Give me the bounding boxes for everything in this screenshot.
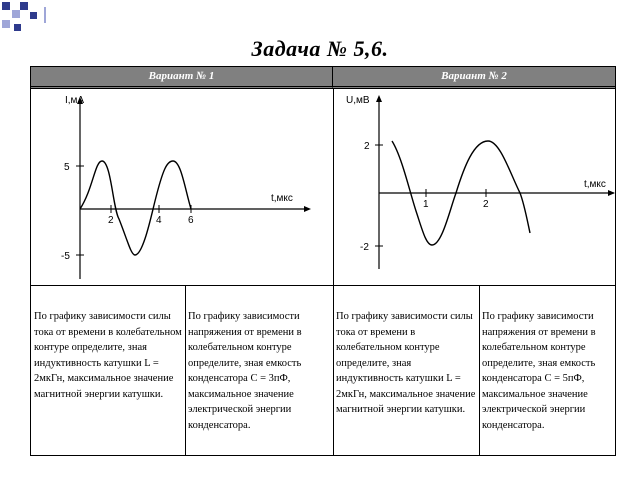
graph2-y-arrow	[376, 95, 382, 102]
header-variant-2: Вариант № 2	[333, 67, 615, 89]
graph2-xtick-label-2: 2	[483, 199, 489, 210]
graph1-xtick-label-2: 2	[108, 215, 114, 226]
page-title: Задача № 5,6.	[251, 36, 389, 61]
graph2-ytick-label-m2: -2	[360, 242, 369, 253]
text-col-divider-1	[185, 285, 186, 455]
graph1-xlabel: t,мкс	[271, 193, 293, 204]
graph2-ytick-label-2: 2	[364, 141, 370, 152]
cell-variant2-task6: По графику зависимости напряжения от времени в колебательном контуре определите, зная емкость конденсатора С = 5пФ, максимальное значение электрической энергии конденсатора.	[482, 311, 596, 431]
graph2-xtick-label-1: 1	[423, 199, 429, 210]
graph1-ytick-label-5: 5	[64, 162, 70, 173]
graph1-x-arrow	[304, 206, 311, 212]
graph1-ytick-label-m5: -5	[61, 251, 70, 262]
graph2-x-arrow	[608, 190, 615, 196]
decorative-squares	[2, 2, 37, 31]
header-variant-1: Вариант № 1	[31, 67, 333, 89]
decorative-header-bar	[0, 0, 640, 36]
graph2-xlabel: t,мкс	[584, 179, 606, 190]
graph1-xtick-label-6: 6	[188, 215, 194, 226]
cell-variant1-task6: По графику зависимости напряжения от времени в колебательном контуре определите, зная емкость конденсатора С = 3пФ, максимальное значение электрической энергии конденсатора.	[188, 311, 302, 431]
graph-variant-1	[31, 89, 333, 285]
task-table	[30, 66, 616, 456]
decorative-stripe	[44, 7, 640, 23]
graph1-xtick-label-4: 4	[156, 215, 162, 226]
text-col-divider-2	[479, 285, 480, 455]
row-divider	[31, 285, 615, 286]
graph2-ylabel: U,мВ	[346, 95, 370, 106]
cell-variant2-task5: По графику зависимости силы тока от времени в колебательном контуре определите, зная индуктивность катушки L = 2мкГн, максимальное значение магнитной энергии катушки.	[336, 311, 476, 415]
graph1-curve	[80, 161, 191, 255]
graph1-ylabel: I,мА	[65, 95, 85, 106]
graph-variant-2	[334, 89, 615, 285]
cell-variant1-task5: По графику зависимости силы тока от времени в колебательном контуре определите, зная индуктивность катушки L = 2мкГн, максимальное значение магнитной энергии катушки.	[34, 311, 182, 400]
